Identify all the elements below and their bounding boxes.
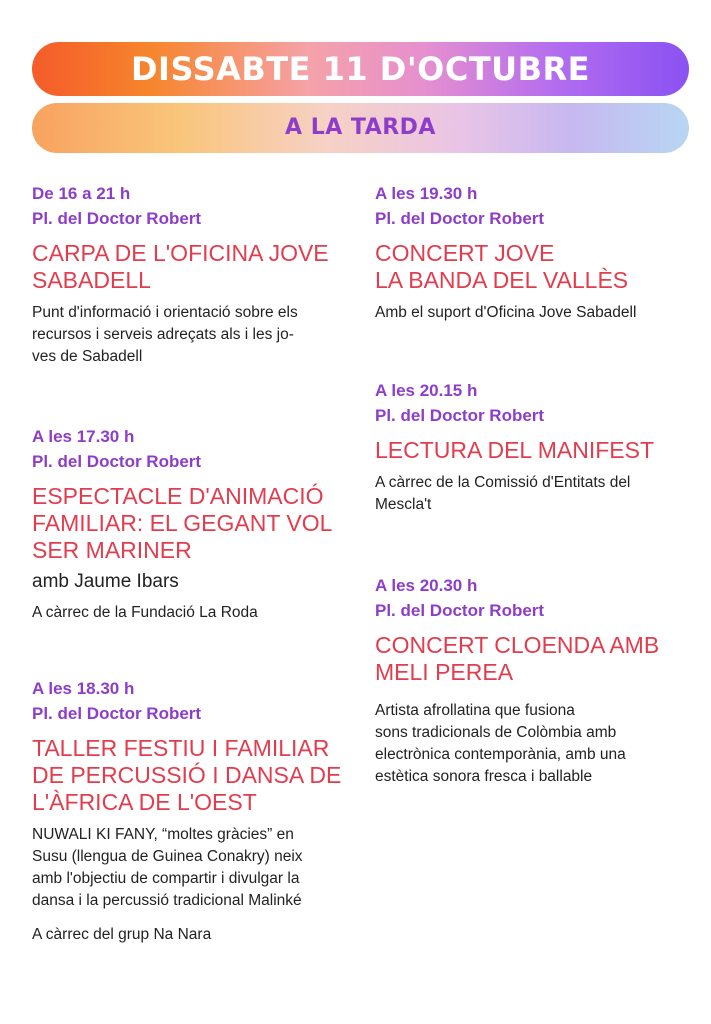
event-taller: [32, 676, 352, 946]
event-performer: amb Jaume Ibars: [32, 571, 179, 592]
event-manifest: [375, 378, 695, 516]
event-title: ESPECTACLE D'ANIMACIÓ FAMILIAR: EL GEGANT VOL SER MARINER: [32, 483, 333, 563]
date-title: DISSABTE 11 D'OCTUBRE: [130, 50, 591, 88]
event-time: De 16 a 21 h: [32, 184, 131, 203]
event-title: LECTURA DEL MANIFEST: [375, 437, 655, 463]
time-of-day-banner: [32, 103, 689, 153]
event-place: Pl. del Doctor Robert: [375, 406, 545, 425]
event-place: Pl. del Doctor Robert: [32, 704, 202, 723]
event-description: Artista afrollatina que fusiona sons tradicionals de Colòmbia amb electrònica contemporània, amb una estètica sonora fresca i ballable: [375, 702, 626, 785]
event-title: CONCERT CLOENDA AMB MELI PEREA: [375, 632, 660, 685]
event-place: Pl. del Doctor Robert: [32, 452, 202, 471]
time-of-day-title: A LA TARDA: [285, 115, 436, 140]
event-title: CONCERT JOVE LA BANDA DEL VALLÈS: [375, 240, 629, 293]
event-time: A les 20.30 h: [375, 576, 478, 595]
event-time: A les 18.30 h: [32, 679, 135, 698]
event-oficina-jove: [32, 181, 352, 368]
event-time: A les 17.30 h: [32, 427, 135, 446]
event-description: NUWALI KI FANY, “moltes gràcies” en Susu (llengua de Guinea Conakry) neix amb l'objectiu de compartir i divulgar la dansa i la percussió tradicional Malinké: [32, 826, 303, 909]
event-title: CARPA DE L'OFICINA JOVE SABADELL: [32, 240, 329, 293]
event-description: Amb el suport d'Oficina Jove Sabadell: [375, 304, 637, 321]
event-time: A les 19.30 h: [375, 184, 478, 203]
event-concert-jove: [375, 181, 695, 324]
event-place: Pl. del Doctor Robert: [32, 209, 202, 228]
event-title: TALLER FESTIU I FAMILIAR DE PERCUSSIÓ I DANSA DE L'ÀFRICA DE L'OEST: [32, 735, 342, 815]
event-time: A les 20.15 h: [375, 381, 478, 400]
event-credit: A càrrec del grup Na Nara: [32, 926, 212, 943]
event-description: A càrrec de la Fundació La Roda: [32, 604, 258, 621]
event-description: A càrrec de la Comissió d'Entitats del Mescla't: [375, 474, 631, 513]
event-place: Pl. del Doctor Robert: [375, 601, 545, 620]
event-description: Punt d'informació i orientació sobre els recursos i serveis adreçats als i les jo- ves de Sabadell: [32, 304, 298, 365]
event-concert-cloenda: [375, 573, 695, 788]
event-place: Pl. del Doctor Robert: [375, 209, 545, 228]
date-banner: [32, 42, 689, 96]
event-espectacle: [32, 424, 352, 624]
